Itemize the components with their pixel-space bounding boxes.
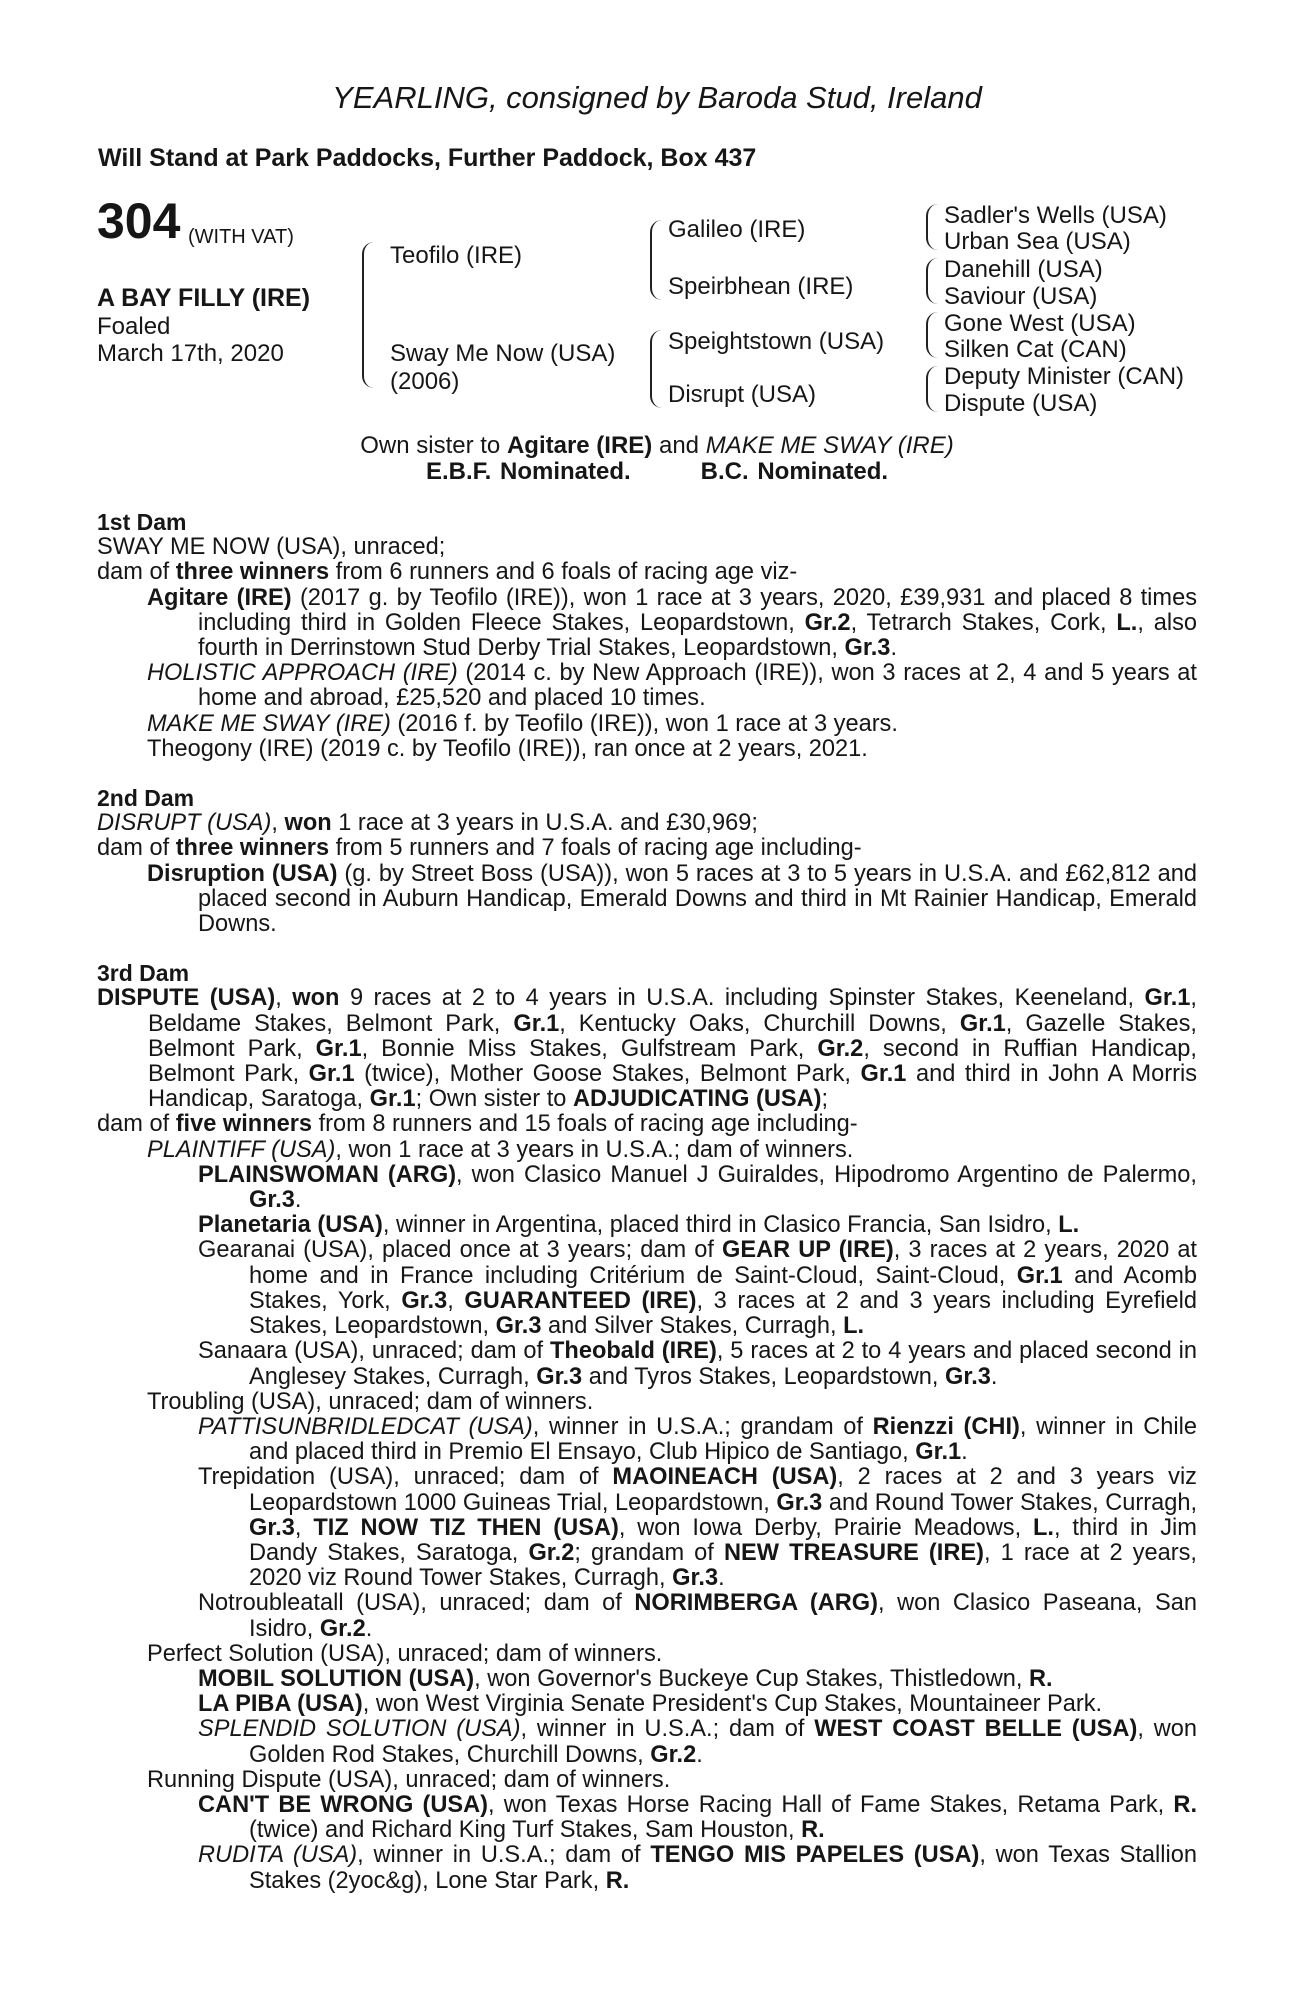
pedigree-g7: Deputy Minister (CAN) <box>944 363 1185 390</box>
produce-entry: Troubling (USA), unraced; dam of winners. <box>147 1388 594 1415</box>
brace-g34 <box>926 258 942 304</box>
brace-g12 <box>926 204 942 250</box>
produce-entry: Planetaria (USA), winner in Argentina, placed third in Clasico Francia, San Isidro, L. <box>198 1212 1080 1239</box>
foaled-date: March 17th, 2020 <box>97 340 284 367</box>
pedigree-g3: Danehill (USA) <box>944 256 1103 283</box>
brace-g78 <box>926 366 942 412</box>
produce-entry: LA PIBA (USA), won West Virginia Senate President's Cup Stakes, Mountaineer Park. <box>198 1691 1103 1718</box>
produce-entry: Theogony (IRE) (2019 c. by Teofilo (IRE)), ran once at 2 years, 2021. <box>147 735 868 762</box>
dam1-line: SWAY ME NOW (USA), unraced; <box>97 534 446 561</box>
foaled-label: Foaled <box>97 313 171 340</box>
produce-entry: Agitare (IRE) (2017 g. by Teofilo (IRE)), won 1 race at 3 years, 2020, £39,931 and placed 8 times including third in Golden Fleece Stakes, Leopardstown, Gr.2, Tetrarch Stakes, Cork, L., also fourth in Derrinstown Stud Derby Trial Stakes, Leopardstown, Gr.3. <box>147 584 1197 662</box>
stand-location: Will Stand at Park Paddocks, Further Paddock, Box 437 <box>98 144 757 172</box>
produce-entry: Sanaara (USA), unraced; dam of Theobald (IRE), 5 races at 2 to 4 years and placed second in Anglesey Stakes, Curragh, Gr.3 and Tyros Stakes, Leopardstown, Gr.3. <box>198 1338 1197 1390</box>
brace-g56 <box>926 312 942 358</box>
pedigree-sire-sire: Galileo (IRE) <box>668 216 806 243</box>
section-2nd-dam: 2nd Dam <box>97 785 195 812</box>
pedigree-g4: Saviour (USA) <box>944 283 1098 310</box>
pedigree-g2: Urban Sea (USA) <box>944 228 1131 255</box>
produce-entry: PATTISUNBRIDLEDCAT (USA), winner in U.S.A.; grandam of Rienzzi (CHI), winner in Chile and placed third in Premio El Ensayo, Club Hipico de Santiago, Gr.1. <box>198 1413 1198 1466</box>
pedigree-g1: Sadler's Wells (USA) <box>944 202 1167 229</box>
own-sister-make-me-sway: MAKE ME SWAY (IRE) <box>705 432 954 459</box>
brace-dam <box>650 330 666 408</box>
bc-nomination: B.C. Nominated. <box>700 458 889 485</box>
own-sister-agitare: Agitare (IRE) <box>506 432 653 459</box>
vat-note: (WITH VAT) <box>188 226 294 248</box>
pedigree-dam-year: (2006) <box>390 368 460 395</box>
produce-entry: MOBIL SOLUTION (USA), won Governor's Buckeye Cup Stakes, Thistledown, R. <box>198 1665 1053 1692</box>
produce-entry: CAN'T BE WRONG (USA), won Texas Horse Racing Hall of Fame Stakes, Retama Park, R. (twice) and Richard King Turf Stakes, Sam Houston, R. <box>198 1791 1197 1844</box>
horse-name: A BAY FILLY (IRE) <box>97 284 311 312</box>
produce-entry: HOLISTIC APPROACH (IRE) (2014 c. by New Approach (IRE)), won 3 races at 2, 4 and 5 years at home and abroad, £25,520 and placed 10 times. <box>147 660 1197 712</box>
dam3-produce-line: dam of five winners from 8 runners and 15 foals of racing age including- <box>97 1111 858 1138</box>
catalogue-body <box>97 510 1197 1894</box>
nominations <box>0 458 1314 486</box>
dam2-line: DISRUPT (USA), won 1 race at 3 years in U.S.A. and £30,969; <box>97 810 758 837</box>
pedigree-g6: Silken Cat (CAN) <box>944 336 1127 363</box>
own-sister-note <box>0 432 1314 460</box>
pedigree-dam-sire: Speightstown (USA) <box>668 328 885 355</box>
own-sister-prefix: Own sister to <box>360 432 501 459</box>
brace-sire <box>650 220 666 300</box>
brace-parents <box>362 242 378 388</box>
produce-entry: PLAINTIFF (USA), won 1 race at 3 years in U.S.A.; dam of winners. <box>147 1136 854 1163</box>
consignment-heading: YEARLING, consigned by Baroda Stud, Ireland <box>332 80 982 115</box>
foaled-info <box>97 313 284 367</box>
pedigree-g5: Gone West (USA) <box>944 310 1136 337</box>
produce-entry: RUDITA (USA), winner in U.S.A.; dam of TENGO MIS PAPELES (USA), won Texas Stallion Stakes (2yoc&g), Lone Star Park, R. <box>198 1842 1197 1894</box>
produce-entry: PLAINSWOMAN (ARG), won Clasico Manuel J Guiraldes, Hipodromo Argentino de Palermo, Gr.3. <box>198 1161 1197 1214</box>
lot-number: 304 <box>97 193 181 249</box>
dam1-produce-line: dam of three winners from 6 runners and 6 foals of racing age viz- <box>97 559 798 586</box>
section-3rd-dam: 3rd Dam <box>97 960 190 987</box>
own-sister-and: and <box>658 432 700 459</box>
produce-entry: Notroubleatall (USA), unraced; dam of NORIMBERGA (ARG), won Clasico Paseana, San Isidro, Gr.2. <box>198 1590 1197 1642</box>
pedigree-sire-dam: Speirbhean (IRE) <box>668 273 854 300</box>
pedigree-dam: Sway Me Now (USA) <box>390 340 616 367</box>
dam2-produce-line: dam of three winners from 5 runners and 7 foals of racing age including- <box>97 835 862 862</box>
section-1st-dam: 1st Dam <box>97 509 187 535</box>
produce-entry: Perfect Solution (USA), unraced; dam of winners. <box>147 1640 663 1667</box>
pedigree-g8: Dispute (USA) <box>944 390 1098 417</box>
produce-entry: Disruption (USA) (g. by Street Boss (USA)), won 5 races at 3 to 5 years in U.S.A. and £62,812 and placed second in Auburn Handicap, Emerald Downs and third in Mt Rainier Handicap, Emerald Downs. <box>147 860 1197 938</box>
dam3-line: DISPUTE (USA), won 9 races at 2 to 4 years in U.S.A. including Spinster Stakes, Keeneland, Gr.1, Beldame Stakes, Belmont Park, Gr.1, Kentucky Oaks, Churchill Downs, Gr.1, Gazelle Stakes, Belmont Park, Gr.1, Bonnie Miss Stakes, Gulfstream Park, Gr.2, second in Ruffian Handicap, Belmont Park, Gr.1 (twice), Mother Goose Stakes, Belmont Park, Gr.1 and third in John A Morris Handicap, Saratoga, Gr.1; Own sister to ADJUDICATING (USA); <box>97 985 1198 1113</box>
produce-entry: Gearanai (USA), placed once at 3 years; dam of GEAR UP (IRE), 3 races at 2 years, 2020 at home and in France including Critérium de Saint-Cloud, Saint-Cloud, Gr.1 and Acomb Stakes, York, Gr.3, GUARANTEED (IRE), 3 races at 2 and 3 years including Eyrefield Stakes, Leopardstown, Gr.3 and Silver Stakes, Curragh, L. <box>198 1237 1197 1340</box>
ebf-nomination: E.B.F. Nominated. <box>425 458 631 485</box>
produce-entry: Trepidation (USA), unraced; dam of MAOINEACH (USA), 2 races at 2 and 3 years viz Leopardstown 1000 Guineas Trial, Leopardstown, Gr.3 and Round Tower Stakes, Curragh, Gr.3, TIZ NOW TIZ THEN (USA), won Iowa Derby, Prairie Meadows, L., third in Jim Dandy Stakes, Saratoga, Gr.2; grandam of NEW TREASURE (IRE), 1 race at 2 years, 2020 viz Round Tower Stakes, Curragh, Gr.3. <box>198 1464 1197 1592</box>
produce-entry: MAKE ME SWAY (IRE) (2016 f. by Teofilo (IRE)), won 1 race at 3 years. <box>147 710 898 737</box>
produce-entry: SPLENDID SOLUTION (USA), winner in U.S.A.; dam of WEST COAST BELLE (USA), won Golden Rod Stakes, Churchill Downs, Gr.2. <box>198 1716 1197 1768</box>
pedigree-dam-dam: Disrupt (USA) <box>668 381 817 408</box>
pedigree-sire: Teofilo (IRE) <box>390 242 523 269</box>
produce-entry: Running Dispute (USA), unraced; dam of winners. <box>147 1766 671 1793</box>
